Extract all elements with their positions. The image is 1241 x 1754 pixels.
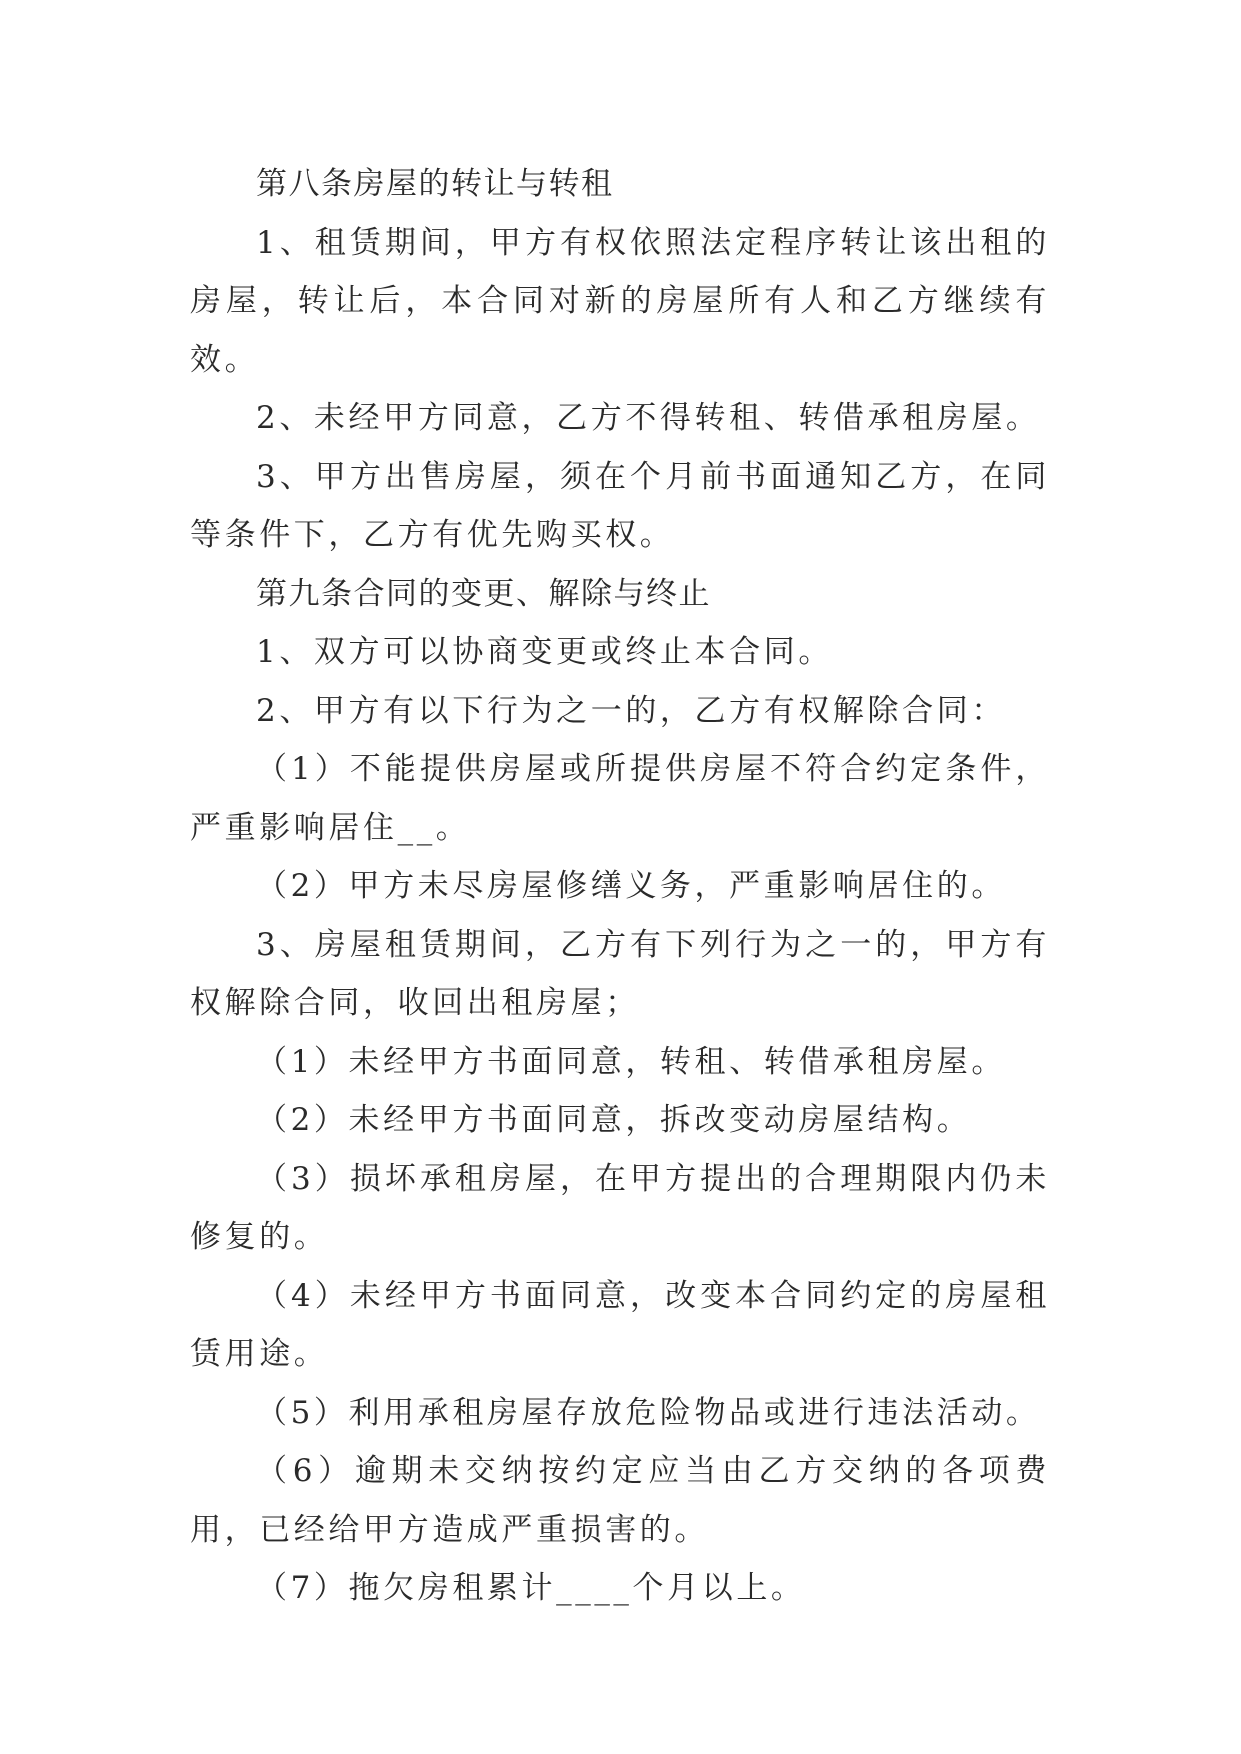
list-item: （2）未经甲方书面同意，拆改变动房屋结构。 bbox=[256, 1102, 972, 1138]
list-item: （1）未经甲方书面同意，转租、转借承租房屋。 bbox=[256, 1043, 1006, 1080]
paragraph: 2、甲方有以下行为之一的，乙方有权解除合同： bbox=[256, 692, 1006, 729]
section-heading-article-9: 第九条合同的变更、解除与终止 bbox=[256, 575, 711, 612]
paragraph: 1、双方可以协商变更或终止本合同。 bbox=[256, 634, 833, 670]
paragraph: 3、甲方出售房屋，须在个月前书面通知乙方，在同等条件下，乙方有优先购买权。 bbox=[190, 458, 1050, 553]
list-item: （7）拖欠房租累计____个月以上。 bbox=[256, 1570, 806, 1606]
list-item: （5）利用承租房屋存放危险物品或进行违法活动。 bbox=[256, 1394, 1041, 1431]
section-heading-article-8: 第八条房屋的转让与转租 bbox=[256, 166, 614, 202]
list-item: （2）甲方未尽房屋修缮义务，严重影响居住的。 bbox=[256, 868, 1006, 904]
paragraph: 2、未经甲方同意，乙方不得转租、转借承租房屋。 bbox=[256, 400, 1041, 436]
list-item: （3）损坏承租房屋，在甲方提出的合理期限内仍未修复的。 bbox=[190, 1160, 1050, 1255]
list-item: （1）不能提供房屋或所提供房屋不符合约定条件，严重影响居住__。 bbox=[190, 751, 1050, 846]
list-item: （6）逾期未交纳按约定应当由乙方交纳的各项费用，已经给甲方造成严重损害的。 bbox=[190, 1453, 1050, 1548]
list-item: （4）未经甲方书面同意，改变本合同约定的房屋租赁用途。 bbox=[190, 1277, 1050, 1372]
paragraph: 1、租赁期间，甲方有权依照法定程序转让该出租的房屋，转让后，本合同对新的房屋所有人和乙方继续有效。 bbox=[190, 224, 1050, 378]
document-body bbox=[190, 155, 1050, 1618]
paragraph: 3、房屋租赁期间，乙方有下列行为之一的，甲方有权解除合同，收回出租房屋； bbox=[190, 926, 1050, 1021]
